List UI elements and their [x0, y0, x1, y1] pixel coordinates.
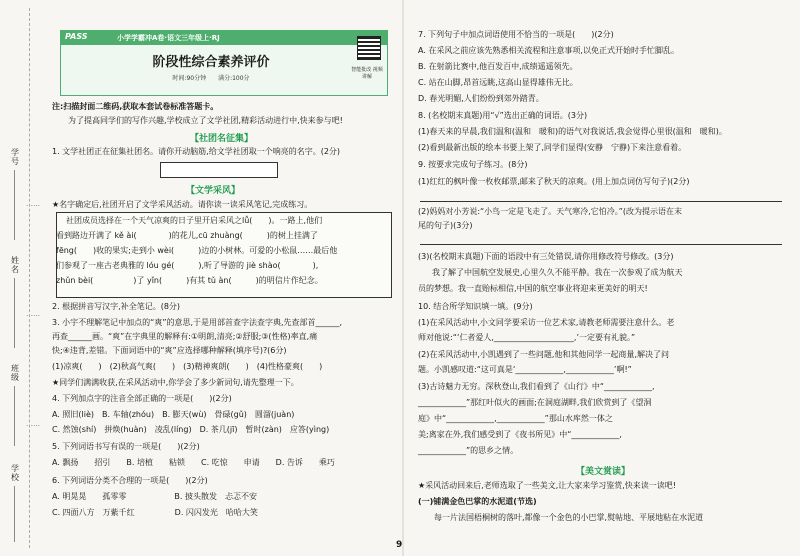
- question-7-option: A. 在采风之前应该先熟悉相关流程和注意事项,以免正式开始时手忙脚乱。: [418, 46, 679, 55]
- question-4: 4. 下列加点字的注音全部正确的一项是( )(2分): [52, 394, 232, 403]
- exam-meta: 时间:90分钟 满分:100分: [172, 75, 250, 82]
- passage-line: 每一片法国梧桐树的落叶,都像一个金色的小巴掌,熨帖地、平展地粘在水泥道: [434, 513, 704, 522]
- notes-line: 看到路边开满了 kě ài( )的花儿,cū zhuàng( )的树上挂满了: [56, 231, 318, 240]
- question-3-text: 快;④违背,差错。下面词语中的“爽”应选择哪种解释(填序号)?(6分): [52, 346, 287, 355]
- student-name-label: 姓名: [11, 256, 19, 274]
- header-bar: [61, 31, 387, 45]
- section-heading: 【文学采风】: [186, 186, 241, 196]
- question-10-item: (3)古诗魅力无穷。深秋登山,我们看到了《山行》中“____________,: [418, 382, 655, 391]
- question-1: 1. 文学社团正在征集社团名。请你开动脑筋,给文学社团取一个响亮的名字。(2分): [52, 147, 341, 156]
- question-7-option: C. 站在山脚,昂首远眺,这高山显得雄伟无比。: [418, 78, 578, 87]
- cut-mark: ……: [26, 420, 40, 428]
- question-8-item: (2)看到最新出版的绘本书要上架了,同学们显得(安静 宁静)下来注意看着。: [418, 143, 687, 152]
- question-9-item: (3)(名校期末真题)下面的语段中有三处错误,请你用修改符号修改。(3分): [418, 252, 674, 261]
- question-7-option: B. 在射箭比赛中,他百发百中,成绩遥遥领先。: [418, 62, 578, 71]
- question-2: 2. 根据拼音写汉字,补全笔记。(8分): [52, 302, 181, 311]
- cut-mark: ……: [26, 200, 40, 208]
- right-page: [404, 0, 800, 556]
- question-9-item: (1)红红的枫叶像一枚枚邮票,邮来了秋天的凉爽。(用上加点词仿写句子)(2分): [418, 177, 690, 186]
- question-7: 7. 下列句子中加点词语使用不恰当的一项是( )(2分): [418, 30, 614, 39]
- exam-title: 阶段性综合素养评价: [152, 55, 270, 70]
- notes-line: 社团成员选择在一个天气凉爽的日子里开启采风之lǚ( )。一路上,他们: [66, 216, 323, 225]
- student-id-label: 学号: [11, 148, 19, 166]
- question-6-options: C. 四面八方 万紫千红 D. 闪闪发光 哈哈大笑: [52, 508, 258, 517]
- question-10-item: (2)在采风活动中,小凯遇到了一些问题,他和其他同学一起商量,解决了问: [418, 350, 669, 359]
- instruction-text: ★同学们满满收获,在采风活动中,你学会了多少新词句,请先整理一下。: [52, 378, 299, 387]
- class-label: 班级: [11, 364, 19, 382]
- question-9: 9. 按要求完成句子练习。(8分): [418, 160, 528, 169]
- question-3: 3. 小宇不理解笔记中加点的“爽”的意思,于是用部首查字法查字典,先查部首______,: [52, 318, 343, 327]
- answer-line[interactable]: [420, 244, 782, 245]
- instruction-text: ★采风活动回来后,老师选取了一些美文,让大家来学习鉴赏,快来读一读吧!: [418, 481, 677, 490]
- brand-logo: PASS: [65, 32, 88, 41]
- question-4-options: A. 照旧(liè) B. 车轴(zhóu) B. 膨天(wù) 骨碌(gǔ) 圆溜(juàn): [52, 410, 295, 419]
- question-6: 6. 下列词语分类不合理的一项是( )(2分): [52, 476, 208, 485]
- question-10-item: 庭》中“____________,____________”那山水库然一体之: [418, 414, 613, 423]
- question-4-options: C. 然蚀(shí) 拼焕(huàn) 凌乱(líng) D. 茶几(jī) 暂时(zàn) 应答(yìng): [52, 425, 330, 434]
- question-8-item: (1)春天来的早晨,我们温和(温和 暖和)的语气对我说话,我会觉得心里很(温和 暖和)。: [418, 127, 727, 136]
- question-5-options: A. 飘扬 招引 B. 培植 粘锁 C. 吃惊 申请 D. 告诉 乘巧: [52, 458, 335, 467]
- answer-line[interactable]: [420, 201, 782, 202]
- passage-line: 我了解了中国航空发展史,心里久久不能平静。我在一次参观了成为航天: [432, 268, 683, 277]
- qr-code-icon[interactable]: [357, 36, 381, 60]
- notes-line: zhǔn bèi( )了 yǐn( )有其 tǔ àn( )的明信片作纪念。: [56, 276, 323, 285]
- notes-line: 们参观了一座古老典雅的 lóu gé( ),听了导游的 jiè shào( ),: [56, 261, 319, 270]
- question-9-item: (2)妈妈对小芳说:“小鸟一定是飞走了。天气寒冷,它怕冷。”(改为提示语在末: [418, 207, 682, 216]
- qr-caption: 智能批改 视频讲解: [351, 67, 383, 80]
- intro-text: 为了提高同学们的写作兴趣,学校成立了文学社团,精彩活动进行中,快来参与吧!: [68, 116, 343, 125]
- section-heading: 【美文赏读】: [576, 467, 631, 477]
- instruction-text: ★名字确定后,社团开启了文学采风活动。请你读一读采风笔记,完成练习。: [52, 200, 313, 209]
- question-10-item: 题。小凯感叹道:“这可真是‘____________,____________’啊!”: [418, 365, 632, 374]
- series-title: 小学学霸冲A卷·语文三年级上·RJ: [117, 34, 220, 42]
- question-5: 5. 下列词语书写有误的一项是( )(2分): [52, 442, 200, 451]
- question-10-item: ____________”那红叶似火的画面;在洞庭湖畔,我们欣赏到了《望洞: [418, 398, 652, 407]
- question-7-option: D. 春光明媚,人们纷纷到郊外踏青。: [418, 94, 544, 103]
- section-heading: 【社团名征集】: [190, 134, 254, 144]
- cut-mark: ……: [26, 310, 40, 318]
- question-8: 8. (名校期末真题)用“√”选出正确的词语。(3分): [418, 111, 588, 120]
- question-9-item: 尾的句子)(3分): [418, 221, 473, 230]
- scan-note: 注:扫描封面二维码,获取本套试卷标准答题卡。: [52, 102, 219, 111]
- notes-line: fēng( )收的果实;走到小 wèi( )边的小树林。可爱的小松鼠……最后他: [56, 246, 338, 255]
- page-number: 9: [396, 540, 403, 550]
- passage-title: (一)铺满金色巴掌的水泥道(节选): [418, 497, 537, 506]
- question-3-text: 再查______画。“爽”在字典里的解释有:①明朗,清亮;②舒服;③(性格)率直,痛: [52, 332, 318, 341]
- question-3-options: (1)凉爽( ) (2)秋高气爽( ) (3)精神爽朗( ) (4)性格豪爽( ): [52, 362, 323, 371]
- question-10: 10. 结合所学知识填一填。(9分): [418, 302, 533, 311]
- question-10-item: (1)在采风活动中,小文同学要采访一位艺术家,请教老师需要注意什么。老: [418, 318, 675, 327]
- question-6-options: A. 明晃晃 孤零零 B. 披头散发 忐忑不安: [52, 492, 257, 501]
- passage-line: 员的梦想。我一直贻标相信,中国的航空事业将迎来更美好的明天!: [418, 284, 648, 293]
- school-label: 学校: [11, 464, 19, 482]
- question-10-item: 美;离家在外,我们感受到了《夜书所见》中“____________,: [418, 430, 622, 439]
- exam-header: [60, 30, 388, 96]
- club-name-answer-box[interactable]: [160, 162, 278, 178]
- question-10-item: ____________”的思乡之情。: [418, 446, 519, 455]
- question-10-item: 师对他说:“‘仁者爱人,____________________,’一定要有礼貌。”: [418, 333, 636, 342]
